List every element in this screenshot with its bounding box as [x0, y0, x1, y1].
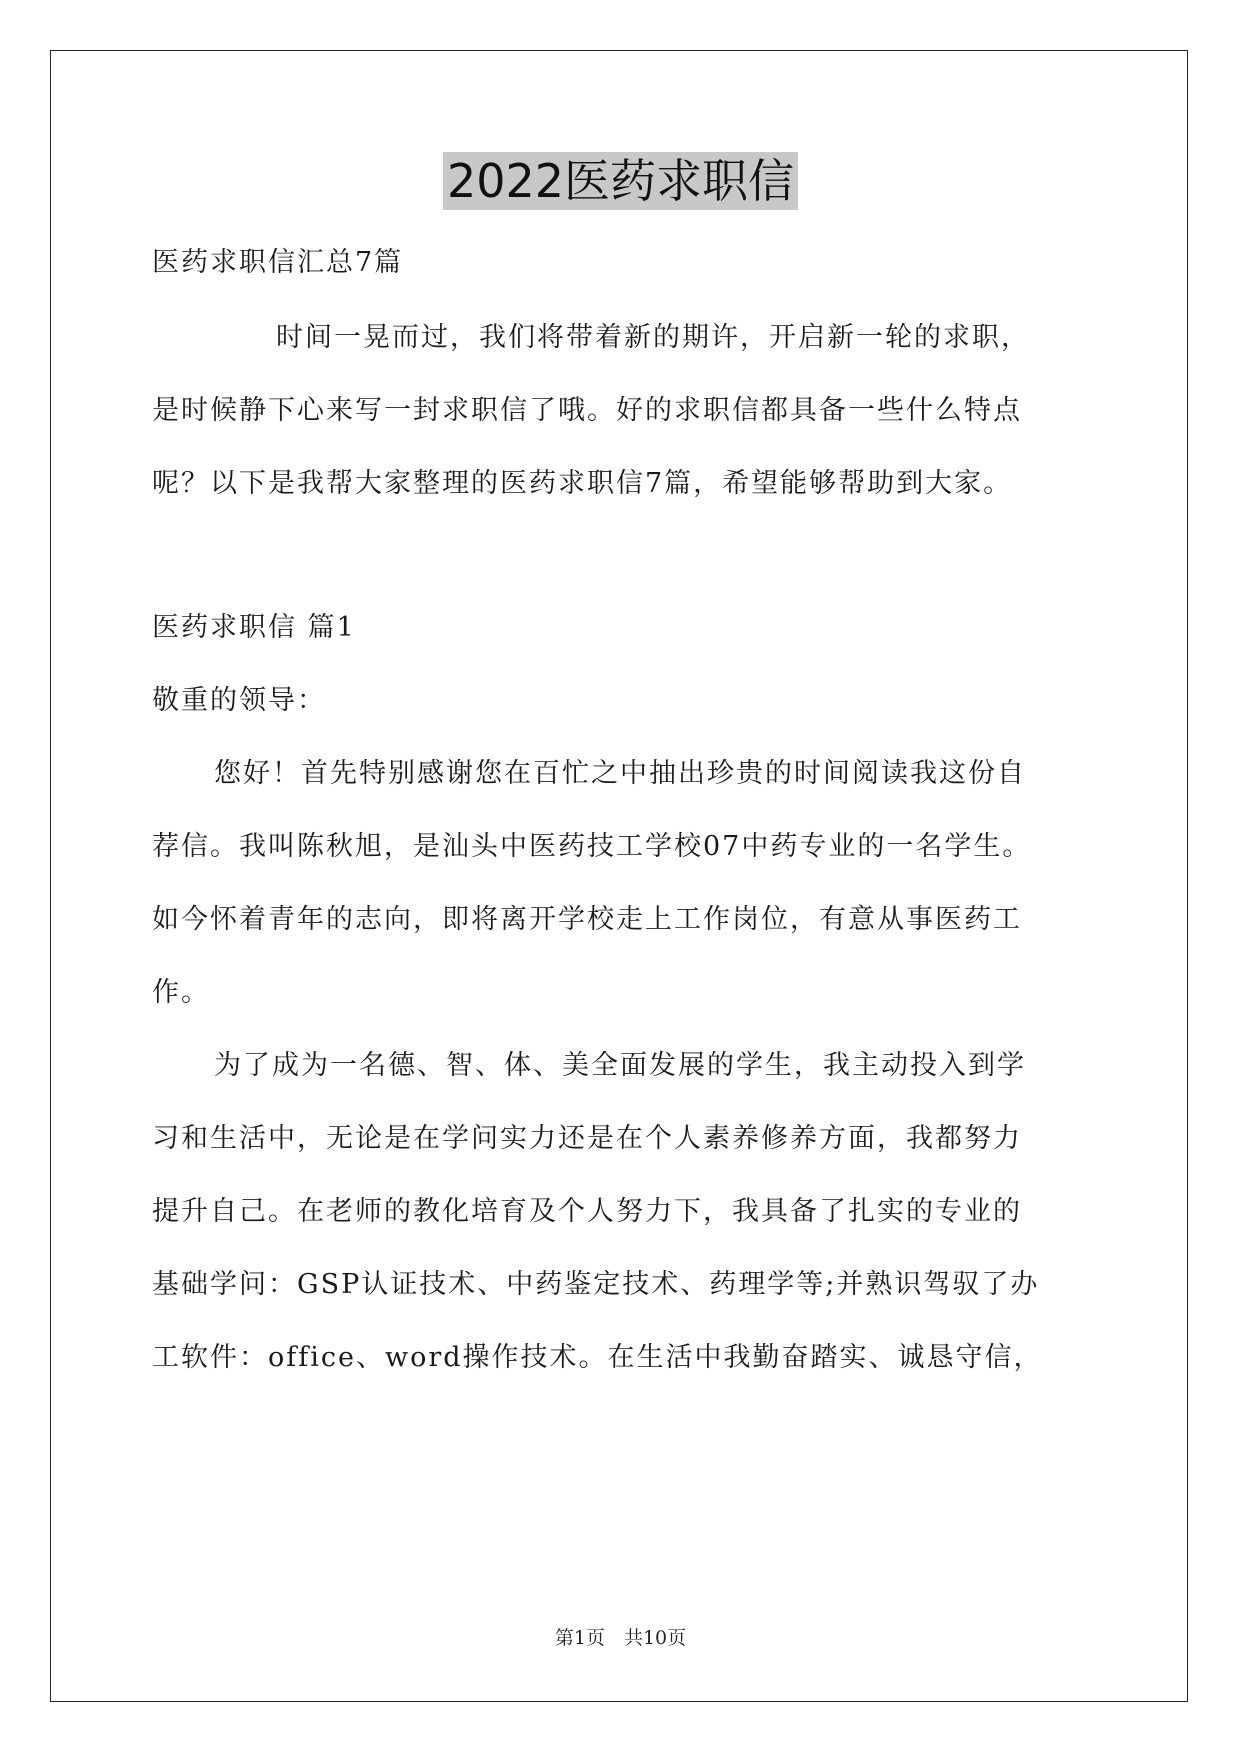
subtitle: 医药求职信汇总7篇 — [152, 247, 404, 278]
paragraph-line: 习和生活中，无论是在学问实力还是在个人素养修养方面，我都努力 — [152, 1123, 1022, 1154]
paragraph-line: 提升自己。在老师的教化培育及个人努力下，我具备了扎实的专业的 — [152, 1196, 1022, 1227]
paragraph-line: 您好！首先特别感谢您在百忙之中抽出珍贵的时间阅读我这份自 — [214, 758, 1026, 789]
intro-line: 时间一晃而过，我们将带着新的期许，开启新一轮的求职， — [276, 322, 1030, 353]
paragraph-line: 工软件：office、word操作技术。在生活中我勤奋踏实、诚恳守信， — [152, 1342, 1043, 1373]
paragraph-line: 如今怀着青年的志向，即将离开学校走上工作岗位，有意从事医药工 — [152, 904, 1022, 935]
section-heading: 医药求职信 篇1 — [152, 612, 356, 643]
paragraph-line: 为了成为一名德、智、体、美全面发展的学生，我主动投入到学 — [214, 1050, 1026, 1081]
paragraph-line: 基础学问：GSP认证技术、中药鉴定技术、药理学等;并熟识驾驭了办 — [152, 1269, 1040, 1300]
document-title: 2022医药求职信 — [443, 152, 798, 210]
salutation: 敬重的领导： — [152, 685, 326, 716]
page-border — [50, 50, 1188, 1702]
intro-line: 呢？以下是我帮大家整理的医药求职信7篇，希望能够帮助到大家。 — [152, 468, 1013, 499]
paragraph-line: 作。 — [152, 977, 210, 1008]
intro-line: 是时候静下心来写一封求职信了哦。好的求职信都具备一些什么特点 — [152, 395, 1022, 426]
page-footer: 第1页 共10页 — [554, 1627, 687, 1649]
paragraph-line: 荐信。我叫陈秋旭，是汕头中医药技工学校07中药专业的一名学生。 — [152, 831, 1032, 862]
